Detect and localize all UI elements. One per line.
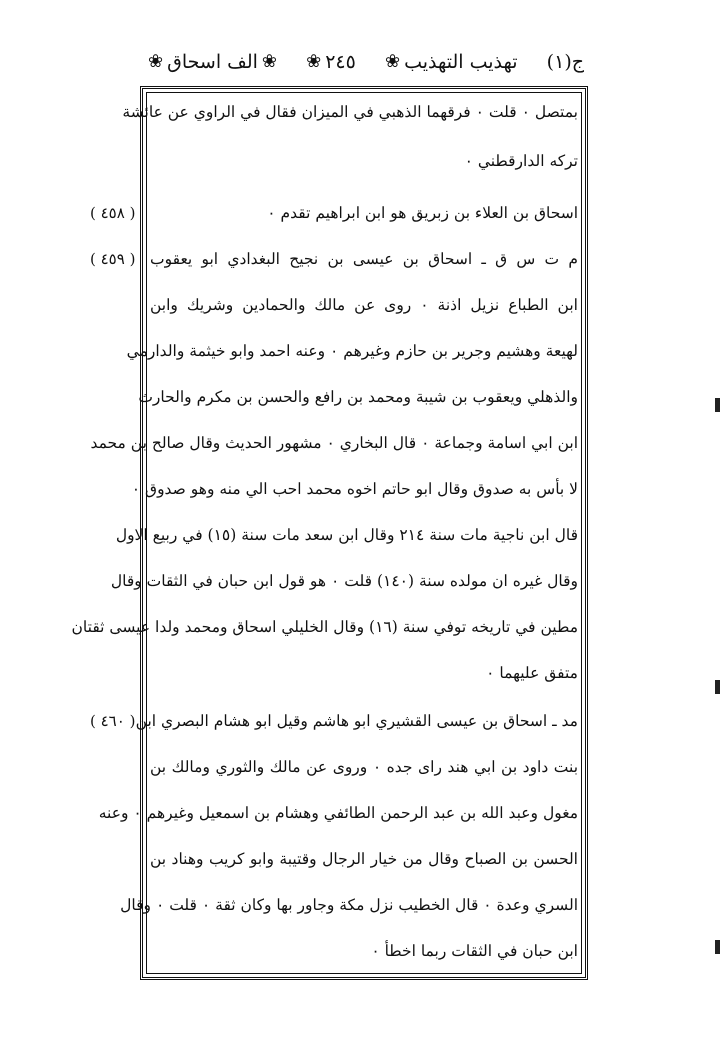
entry-number: ( ٤٥٩ ) (90, 250, 136, 268)
ornament-icon: ❀ (306, 51, 322, 72)
text-line: تركه الدارقطني ٠ (464, 152, 578, 170)
text-line: ابن الطباع نزيل اذنة ٠ روى عن مالك والحمادين وشريك وابن (150, 296, 578, 314)
text-line: لهيعة وهشيم وجرير بن حازم وغيرهم ٠ وعنه احمد وابو خيثمة والدارمي (126, 342, 578, 360)
text-line: والذهلي ويعقوب بن شيبة ومحمد بن رافع والحسن بن مكرم والحارث (138, 388, 578, 406)
text-line: متفق عليهما ٠ (486, 664, 578, 682)
text-line: ابن حبان في الثقات ربما اخطأ ٠ (371, 942, 578, 960)
book-title: تهذيب التهذيب ❀ (384, 51, 518, 73)
text-line: لا بأس به صدوق وقال ابو حاتم اخوه محمد احب الي منه وهو صدوق ٠ (131, 480, 578, 498)
ornament-icon: ❀ (384, 51, 401, 72)
margin-mark (715, 680, 720, 694)
entry-heading: مد ـ اسحاق بن عيسى القشيري ابو هاشم وقيل ابو هشام البصري ابن (135, 712, 578, 730)
text-line: ابن ابي اسامة وجماعة ٠ قال البخاري ٠ مشهور الحديث وقال صالح بن محمد (90, 434, 578, 452)
entry-heading: اسحاق بن العلاء بن زبريق هو ابن ابراهيم تقدم ٠ (267, 204, 578, 222)
entry-number: ( ٤٥٨ ) (90, 204, 136, 222)
text-line: بنت داود بن ابي هند راى جده ٠ وروى عن مالك والثوري ومالك بن (150, 758, 579, 776)
margin-mark (715, 398, 720, 412)
ornament-icon: ❀ (261, 51, 277, 72)
text-line: مغول وعبد الله بن عبد الرحمن الطائفي وهشام بن اسمعيل وغيرهم ٠ وعنه (98, 804, 578, 822)
text-line: الحسن بن الصباح وقال من خيار الرجال وقتيبة وابو كريب وهناد بن (150, 850, 578, 868)
ornament-icon: ❀ (148, 51, 164, 72)
text-line: السري وعدة ٠ قال الخطيب نزل مكة وجاور بها وكان ثقة ٠ قلت ٠ وقال (120, 896, 578, 914)
text-line: بمتصل ٠ قلت ٠ فرقهما الذهبي في الميزان فقال في الراوي عن عائشة (122, 103, 578, 121)
volume-label: ج(١) (546, 51, 584, 73)
entry-heading: م ت س ق ـ اسحاق بن عيسى بن نجيح البغدادي ابو يعقوب (150, 250, 578, 268)
entry-number: ( ٤٦٠ ) (90, 712, 136, 730)
margin-mark (715, 940, 720, 954)
page-number: ٢٤٥ ❀ (306, 51, 356, 73)
page-header (148, 40, 584, 84)
text-line: وقال غيره ان مولده سنة (١٤٠) قلت ٠ هو قول ابن حبان في الثقات وقال (110, 572, 578, 590)
section-title: ❀ الف اسحاق ❀ (148, 51, 277, 73)
text-line: مطين في تاريخه توفي سنة (١٦) وقال الخليلي اسحاق ومحمد ولدا عيسى ثقتان (71, 618, 578, 636)
text-line: قال ابن ناجية مات سنة ٢١٤ وقال ابن سعد مات سنة (١٥) في ربيع الاول (115, 526, 578, 544)
